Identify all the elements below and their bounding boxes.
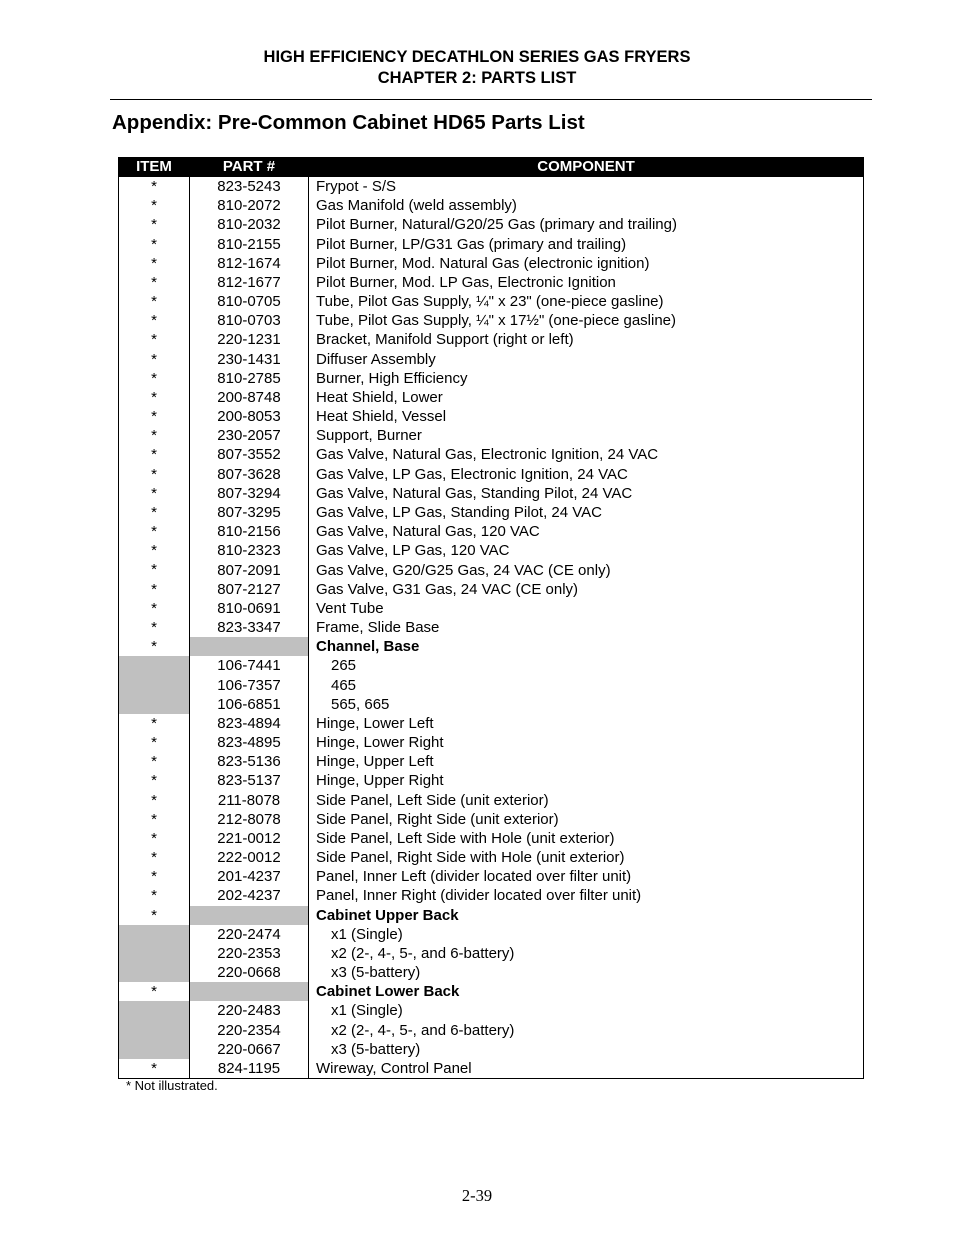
table-row	[119, 407, 864, 426]
part-number-cell: 807-2091	[190, 560, 309, 579]
part-number-cell: 220-0668	[190, 963, 309, 982]
component-cell: Pilot Burner, Mod. LP Gas, Electronic Ignition	[309, 273, 864, 292]
component-cell: Hinge, Upper Right	[309, 771, 864, 790]
component-cell: Pilot Burner, Mod. Natural Gas (electronic ignition)	[309, 254, 864, 273]
component-cell: Gas Valve, Natural Gas, Standing Pilot, 24 VAC	[309, 484, 864, 503]
component-cell: x2 (2-, 4-, 5-, and 6-battery)	[309, 1021, 864, 1040]
part-number-cell: 823-4894	[190, 714, 309, 733]
item-cell: *	[119, 445, 190, 464]
component-cell: x3 (5-battery)	[309, 1040, 864, 1059]
item-cell: *	[119, 215, 190, 234]
table-row	[119, 829, 864, 848]
component-cell: Panel, Inner Left (divider located over filter unit)	[309, 867, 864, 886]
part-number-cell: 106-7357	[190, 675, 309, 694]
header-line-1: HIGH EFFICIENCY DECATHLON SERIES GAS FRYERS	[263, 48, 691, 66]
part-number-cell: 823-5243	[190, 177, 309, 197]
table-row	[119, 886, 864, 905]
table-row	[119, 1021, 864, 1040]
item-cell: *	[119, 292, 190, 311]
part-number-cell: 220-2354	[190, 1021, 309, 1040]
part-number-cell: 220-0667	[190, 1040, 309, 1059]
part-number-cell: 810-0703	[190, 311, 309, 330]
part-number-cell: 824-1195	[190, 1059, 309, 1079]
table-row	[119, 1040, 864, 1059]
item-cell: *	[119, 196, 190, 215]
component-cell: Tube, Pilot Gas Supply, ¼" x 17½" (one-piece gasline)	[309, 311, 864, 330]
table-row	[119, 369, 864, 388]
item-cell: *	[119, 330, 190, 349]
table-row	[119, 522, 864, 541]
table-row	[119, 637, 864, 656]
part-number-cell: 230-2057	[190, 426, 309, 445]
component-cell: Cabinet Lower Back	[309, 982, 864, 1001]
table-row	[119, 541, 864, 560]
component-cell: Frame, Slide Base	[309, 618, 864, 637]
part-number-cell: 810-2156	[190, 522, 309, 541]
component-cell: x3 (5-battery)	[309, 963, 864, 982]
item-cell: *	[119, 733, 190, 752]
item-cell: *	[119, 599, 190, 618]
part-number-cell: 106-7441	[190, 656, 309, 675]
table-row	[119, 771, 864, 790]
item-cell: *	[119, 484, 190, 503]
item-cell: *	[119, 235, 190, 254]
item-cell: *	[119, 350, 190, 369]
component-cell: 265	[309, 656, 864, 675]
item-cell: *	[119, 886, 190, 905]
item-cell	[119, 944, 190, 963]
table-row	[119, 254, 864, 273]
item-cell: *	[119, 982, 190, 1001]
part-number-cell	[190, 982, 309, 1001]
item-cell: *	[119, 1059, 190, 1079]
part-number-cell: 807-3628	[190, 465, 309, 484]
table-row	[119, 311, 864, 330]
table-row	[119, 292, 864, 311]
item-cell: *	[119, 388, 190, 407]
part-number-cell: 222-0012	[190, 848, 309, 867]
component-cell: Gas Manifold (weld assembly)	[309, 196, 864, 215]
item-cell	[119, 675, 190, 694]
table-row	[119, 503, 864, 522]
component-cell: x1 (Single)	[309, 1001, 864, 1020]
column-header-component: COMPONENT	[309, 158, 864, 177]
part-number-cell	[190, 637, 309, 656]
item-cell: *	[119, 848, 190, 867]
item-cell: *	[119, 810, 190, 829]
component-cell: Channel, Base	[309, 637, 864, 656]
table-row	[119, 944, 864, 963]
component-cell: Pilot Burner, Natural/G20/25 Gas (primary and trailing)	[309, 215, 864, 234]
part-number-cell: 810-2155	[190, 235, 309, 254]
component-cell: Tube, Pilot Gas Supply, ¼" x 23" (one-piece gasline)	[309, 292, 864, 311]
table-row	[119, 215, 864, 234]
component-cell: Heat Shield, Lower	[309, 388, 864, 407]
component-cell: Heat Shield, Vessel	[309, 407, 864, 426]
item-cell: *	[119, 560, 190, 579]
table-row	[119, 848, 864, 867]
table-row	[119, 235, 864, 254]
table-row	[119, 1059, 864, 1079]
part-number-cell: 823-5137	[190, 771, 309, 790]
component-cell: Frypot - S/S	[309, 177, 864, 197]
item-cell: *	[119, 906, 190, 925]
page-number: 2-39	[461, 1186, 493, 1205]
table-row	[119, 330, 864, 349]
component-cell: Support, Burner	[309, 426, 864, 445]
table-row	[119, 426, 864, 445]
table-row	[119, 1001, 864, 1020]
table-row	[119, 810, 864, 829]
item-cell: *	[119, 522, 190, 541]
component-cell: Side Panel, Right Side with Hole (unit exterior)	[309, 848, 864, 867]
table-row	[119, 925, 864, 944]
part-number-cell: 106-6851	[190, 695, 309, 714]
component-cell: Pilot Burner, LP/G31 Gas (primary and trailing)	[309, 235, 864, 254]
page-title: Appendix: Pre-Common Cabinet HD65 Parts List	[112, 111, 585, 134]
item-cell	[119, 925, 190, 944]
item-cell: *	[119, 407, 190, 426]
table-row	[119, 177, 864, 197]
component-cell: Gas Valve, Natural Gas, 120 VAC	[309, 522, 864, 541]
table-row	[119, 752, 864, 771]
part-number-cell: 807-3295	[190, 503, 309, 522]
item-cell: *	[119, 714, 190, 733]
item-cell: *	[119, 791, 190, 810]
part-number-cell: 823-5136	[190, 752, 309, 771]
part-number-cell: 807-2127	[190, 580, 309, 599]
table-row	[119, 867, 864, 886]
table-row	[119, 350, 864, 369]
part-number-cell: 810-0705	[190, 292, 309, 311]
item-cell: *	[119, 771, 190, 790]
part-number-cell: 810-2785	[190, 369, 309, 388]
table-row	[119, 714, 864, 733]
column-header-part: PART #	[190, 158, 309, 177]
component-cell: Gas Valve, LP Gas, Standing Pilot, 24 VAC	[309, 503, 864, 522]
part-number-cell: 810-0691	[190, 599, 309, 618]
table-row	[119, 465, 864, 484]
table-row	[119, 618, 864, 637]
item-cell: *	[119, 503, 190, 522]
table-row	[119, 599, 864, 618]
item-cell	[119, 695, 190, 714]
item-cell: *	[119, 541, 190, 560]
component-cell: Gas Valve, Natural Gas, Electronic Ignition, 24 VAC	[309, 445, 864, 464]
column-header-item: ITEM	[119, 158, 190, 177]
part-number-cell: 810-2323	[190, 541, 309, 560]
footnote: * Not illustrated.	[126, 1078, 218, 1093]
table-row	[119, 791, 864, 810]
item-cell	[119, 1021, 190, 1040]
part-number-cell: 812-1677	[190, 273, 309, 292]
item-cell: *	[119, 829, 190, 848]
item-cell: *	[119, 254, 190, 273]
part-number-cell: 200-8053	[190, 407, 309, 426]
part-number-cell: 220-2353	[190, 944, 309, 963]
part-number-cell: 807-3294	[190, 484, 309, 503]
table-row	[119, 733, 864, 752]
component-cell: Burner, High Efficiency	[309, 369, 864, 388]
component-cell: 465	[309, 675, 864, 694]
parts-table	[118, 157, 864, 1079]
item-cell	[119, 1001, 190, 1020]
part-number-cell: 230-1431	[190, 350, 309, 369]
table-row	[119, 963, 864, 982]
item-cell: *	[119, 618, 190, 637]
component-cell: Gas Valve, G20/G25 Gas, 24 VAC (CE only)	[309, 560, 864, 579]
table-row	[119, 445, 864, 464]
item-cell: *	[119, 580, 190, 599]
table-row	[119, 580, 864, 599]
component-cell: x2 (2-, 4-, 5-, and 6-battery)	[309, 944, 864, 963]
part-number-cell: 220-2474	[190, 925, 309, 944]
component-cell: Bracket, Manifold Support (right or left)	[309, 330, 864, 349]
part-number-cell: 810-2072	[190, 196, 309, 215]
table-row	[119, 695, 864, 714]
item-cell: *	[119, 867, 190, 886]
item-cell	[119, 656, 190, 675]
item-cell: *	[119, 369, 190, 388]
component-cell: Gas Valve, LP Gas, Electronic Ignition, 24 VAC	[309, 465, 864, 484]
part-number-cell: 220-2483	[190, 1001, 309, 1020]
header-line-2: CHAPTER 2: PARTS LIST	[377, 69, 577, 87]
part-number-cell: 807-3552	[190, 445, 309, 464]
component-cell: Cabinet Upper Back	[309, 906, 864, 925]
part-number-cell: 221-0012	[190, 829, 309, 848]
item-cell: *	[119, 637, 190, 656]
component-cell: Gas Valve, LP Gas, 120 VAC	[309, 541, 864, 560]
component-cell: Side Panel, Left Side (unit exterior)	[309, 791, 864, 810]
item-cell: *	[119, 465, 190, 484]
item-cell: *	[119, 426, 190, 445]
table-row	[119, 675, 864, 694]
part-number-cell: 202-4237	[190, 886, 309, 905]
part-number-cell: 220-1231	[190, 330, 309, 349]
component-cell: Diffuser Assembly	[309, 350, 864, 369]
part-number-cell: 812-1674	[190, 254, 309, 273]
part-number-cell: 212-8078	[190, 810, 309, 829]
component-cell: Wireway, Control Panel	[309, 1059, 864, 1079]
part-number-cell: 823-3347	[190, 618, 309, 637]
part-number-cell: 810-2032	[190, 215, 309, 234]
table-row	[119, 982, 864, 1001]
item-cell: *	[119, 177, 190, 197]
component-cell: x1 (Single)	[309, 925, 864, 944]
item-cell	[119, 963, 190, 982]
component-cell: Vent Tube	[309, 599, 864, 618]
table-row	[119, 484, 864, 503]
parts-table-body	[119, 177, 864, 1079]
component-cell: Hinge, Upper Left	[309, 752, 864, 771]
part-number-cell: 201-4237	[190, 867, 309, 886]
item-cell: *	[119, 752, 190, 771]
component-cell: Side Panel, Left Side with Hole (unit exterior)	[309, 829, 864, 848]
component-cell: Gas Valve, G31 Gas, 24 VAC (CE only)	[309, 580, 864, 599]
part-number-cell: 823-4895	[190, 733, 309, 752]
table-header-row	[119, 158, 864, 177]
table-row	[119, 906, 864, 925]
component-cell: Panel, Inner Right (divider located over filter unit)	[309, 886, 864, 905]
part-number-cell: 200-8748	[190, 388, 309, 407]
table-row	[119, 388, 864, 407]
item-cell	[119, 1040, 190, 1059]
document-header	[0, 47, 954, 89]
component-cell: 565, 665	[309, 695, 864, 714]
item-cell: *	[119, 311, 190, 330]
item-cell: *	[119, 273, 190, 292]
part-number-cell	[190, 906, 309, 925]
table-row	[119, 656, 864, 675]
part-number-cell: 211-8078	[190, 791, 309, 810]
table-row	[119, 273, 864, 292]
component-cell: Hinge, Lower Left	[309, 714, 864, 733]
table-row	[119, 560, 864, 579]
header-rule	[110, 99, 872, 100]
table-row	[119, 196, 864, 215]
component-cell: Side Panel, Right Side (unit exterior)	[309, 810, 864, 829]
component-cell: Hinge, Lower Right	[309, 733, 864, 752]
